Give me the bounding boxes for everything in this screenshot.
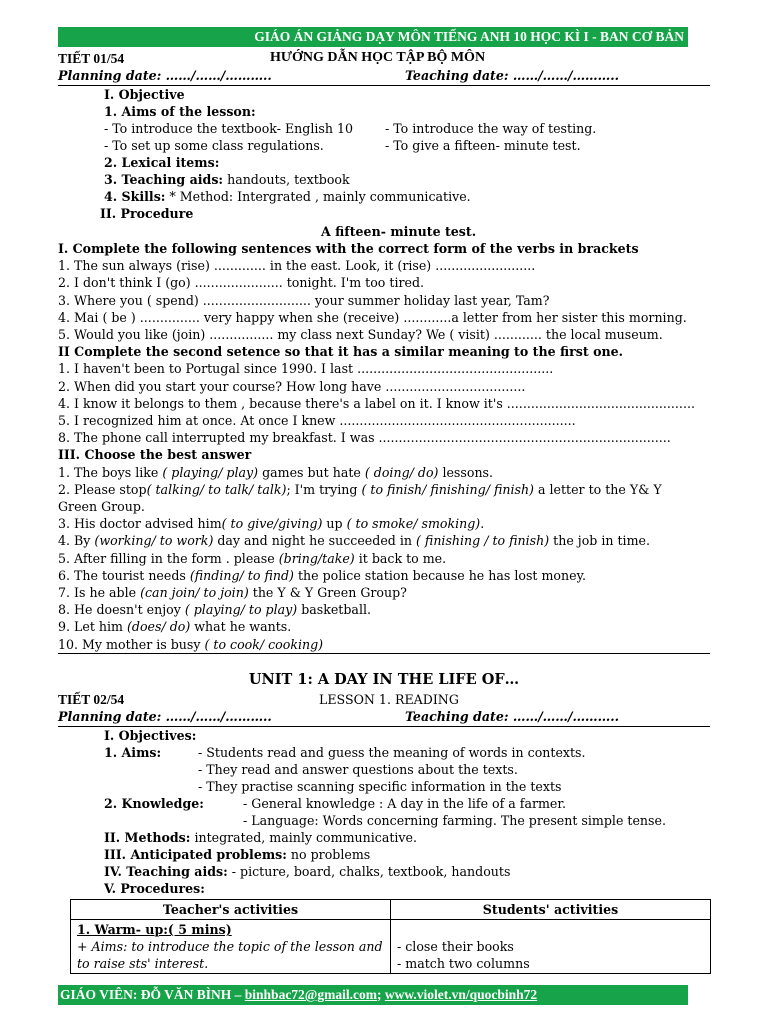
part3-item (58, 515, 695, 532)
unit-lesson: LESSON 1. READING (319, 692, 459, 707)
lexical-heading: 2. Lexical items: (104, 155, 220, 170)
aim-item: - They practise scanning specific information in the texts (198, 779, 562, 794)
q-text: lessons. (438, 464, 494, 480)
part2-item: 2. When did you start your course? How long have ................................... (58, 378, 526, 394)
footer-site-link[interactable]: www.violet.vn/quocbinh72 (384, 987, 538, 1002)
methods-value: integrated, mainly communicative. (190, 830, 417, 845)
teaching-date: Teaching date: ……/……/……….. (405, 709, 620, 724)
q-text: 9. Let him (58, 619, 127, 635)
q-option: ( to finish/ finishing/ finish) (361, 481, 534, 497)
part1-item: 5. Would you like (join) ................ my class next Sunday? We ( visit) ............ the local museum. (58, 327, 663, 343)
spacer (397, 921, 704, 938)
aims-label: 1. Aims: (104, 745, 162, 760)
problems-value: no problems (286, 847, 371, 862)
part1-item: 4. Mai ( be ) ............... very happy when she (receive) ............a letter from her sister this morning. (58, 309, 687, 325)
part2-title: II Complete the second setence so that it has a similar meaning to the first one. (58, 344, 624, 360)
aim-item: - To set up some class regulations. (104, 138, 324, 153)
skills-line (104, 188, 471, 205)
col-students: Students' activities (391, 900, 711, 920)
student-item: - close their books (397, 939, 514, 954)
q-text: 8. He doesn't enjoy (58, 602, 185, 618)
q-text: the Y & Y Green Group? (248, 585, 407, 601)
q-text: games but hate (258, 464, 365, 480)
procedures-heading: V. Procedures: (104, 881, 205, 896)
footer-banner (58, 985, 688, 1005)
part3-item (58, 464, 695, 481)
part2-item: 1. I haven't been to Portugal since 1990. I last ................................................. (58, 361, 554, 377)
part3-item (58, 532, 695, 549)
part1-title: I. Complete the following sentences with the correct form of the verbs in brackets (58, 241, 639, 256)
aim-item: - To introduce the textbook- English 10 (104, 121, 353, 136)
q-text: 10. My mother is busy (58, 636, 205, 652)
teaching-aids-line (104, 171, 350, 188)
part3-item (58, 601, 695, 618)
q-option: ( playing/ play) (162, 464, 259, 480)
table-header-row (71, 900, 711, 920)
methods-line (104, 829, 417, 846)
q-text: 6. The tourist needs (58, 567, 190, 583)
part3-item (58, 481, 695, 498)
objective-heading: I. Objective (104, 87, 185, 102)
problems-label: III. Anticipated problems: (104, 847, 287, 862)
q-text: a letter to the Y& Y (533, 481, 662, 497)
footer-separator: ; (376, 987, 385, 1002)
q-text: day and night he succeeded in (213, 533, 416, 549)
part2-item: 4. I know it belongs to them , because there's a label on it. I know it's ............................................... (58, 395, 695, 411)
q-option: ( talking/ to talk/ talk) (146, 481, 287, 497)
unit-period: TIẾT 02/54 (58, 692, 125, 707)
q-text: 7. Is he able (58, 585, 141, 601)
q-text: ; I'm trying (286, 481, 362, 497)
teaching-aids-label: 3. Teaching aids: (104, 172, 224, 187)
teaching-date: Teaching date: ……/……/……….. (405, 68, 620, 83)
part1-item: 2. I don't think I (go) ...................... tonight. I'm too tired. (58, 275, 425, 291)
part1-item: 3. Where you ( spend) ........................... your summer holiday last year, Tam? (58, 292, 550, 308)
problems-line (104, 846, 370, 863)
q-option: ( doing/ do) (364, 464, 439, 480)
test-title: A fifteen- minute test. (321, 224, 477, 239)
student-item: - match two columns (397, 956, 530, 971)
q-option: (bring/take) (278, 550, 355, 566)
skills-value: * Method: Intergrated , mainly communicative. (165, 189, 471, 204)
teaching-aids-value: handouts, textbook (223, 172, 350, 187)
q-option: (can join/ to join) (140, 585, 249, 601)
q-text: 1. The boys like (58, 464, 163, 480)
part3-item (58, 567, 695, 584)
warmup-heading: 1. Warm- up:( 5 mins) (77, 922, 232, 937)
q-option: ( finishing / to finish) (416, 533, 550, 549)
objectives-heading: I. Objectives: (104, 728, 197, 743)
q-text: . (480, 516, 485, 532)
skills-label: 4. Skills: (104, 189, 166, 204)
activities-table (70, 899, 711, 974)
q-text: what he wants. (190, 619, 292, 635)
q-text: the police station because he has lost money. (293, 567, 587, 583)
part3-item (58, 550, 695, 567)
header-banner: GIÁO ÁN GIẢNG DẠY MÔN TIẾNG ANH 10 HỌC KÌ I - BAN CƠ BẢN (58, 27, 688, 47)
unit-title: UNIT 1: A DAY IN THE LIFE OF… (248, 671, 520, 688)
part3-title: III. Choose the best answer (58, 447, 252, 463)
q-text: basketball. (297, 602, 371, 618)
part3-item (58, 584, 695, 601)
part3-item-cont: Green Group. (58, 499, 145, 515)
divider (58, 653, 710, 654)
q-text: up (322, 516, 347, 532)
col-teacher: Teacher's activities (71, 900, 391, 920)
q-option: (does/ do) (126, 619, 191, 635)
aids-label: IV. Teaching aids: (104, 864, 228, 879)
q-text: 4. By (58, 533, 95, 549)
q-text: 2. Please stop (58, 481, 147, 497)
q-option: ( playing/ to play) (184, 602, 298, 618)
teacher-cell (71, 920, 391, 974)
aim-item: - Students read and guess the meaning of words in contexts. (198, 745, 586, 760)
aim-item: - To give a fifteen- minute test. (385, 138, 581, 153)
part2-item: 8. The phone call interrupted my breakfast. I was ......................................................................... (58, 430, 671, 446)
part2-item: 5. I recognized him at once. At once I knew ........................................................... (58, 413, 576, 429)
q-text: 5. After filling in the form . please (58, 550, 279, 566)
aids-value: - picture, board, chalks, textbook, handouts (227, 864, 511, 879)
q-option: (working/ to work) (94, 533, 214, 549)
q-option: ( to smoke/ smoking) (346, 516, 481, 532)
part1-item: 1. The sun always (rise) ............. in the east. Look, it (rise) ......................... (58, 258, 536, 274)
aims-heading: 1. Aims of the lesson: (104, 104, 256, 119)
knowledge-item: - Language: Words concerning farming. The present simple tense. (243, 813, 666, 828)
procedure-heading: II. Procedure (100, 206, 194, 221)
footer-teacher: GIÁO VIÊN: ĐỖ VĂN BÌNH – (60, 987, 245, 1002)
lesson1-title: HƯỚNG DẪN HỌC TẬP BỘ MÔN (270, 50, 486, 65)
aim-item: - To introduce the way of testing. (385, 121, 597, 136)
test-body (58, 240, 695, 653)
q-text: 3. His doctor advised him (58, 516, 222, 532)
q-text: it back to me. (354, 550, 447, 566)
q-option: (finding/ to find) (189, 567, 294, 583)
q-text: the job in time. (549, 533, 650, 549)
footer-email-link[interactable]: binhbac72@gmail.com (244, 987, 377, 1002)
planning-date: Planning date: ……/……/……….. (58, 68, 272, 83)
table-row (71, 920, 711, 974)
lesson1-period: TIẾT 01/54 (58, 51, 125, 66)
planning-date: Planning date: ……/……/……….. (58, 709, 272, 724)
methods-label: II. Methods: (104, 830, 191, 845)
students-cell (391, 920, 711, 974)
part3-item (58, 618, 695, 635)
q-option: ( to give/giving) (221, 516, 323, 532)
teacher-aims: + Aims: to introduce the topic of the lesson and to raise sts' interest. (77, 939, 383, 971)
knowledge-item: - General knowledge : A day in the life of a farmer. (243, 796, 567, 811)
aids-line (104, 863, 510, 880)
aim-item: - They read and answer questions about the texts. (198, 762, 518, 777)
knowledge-label: 2. Knowledge: (104, 796, 204, 811)
part3-item (58, 636, 695, 653)
q-option: ( to cook/ cooking) (204, 636, 324, 652)
